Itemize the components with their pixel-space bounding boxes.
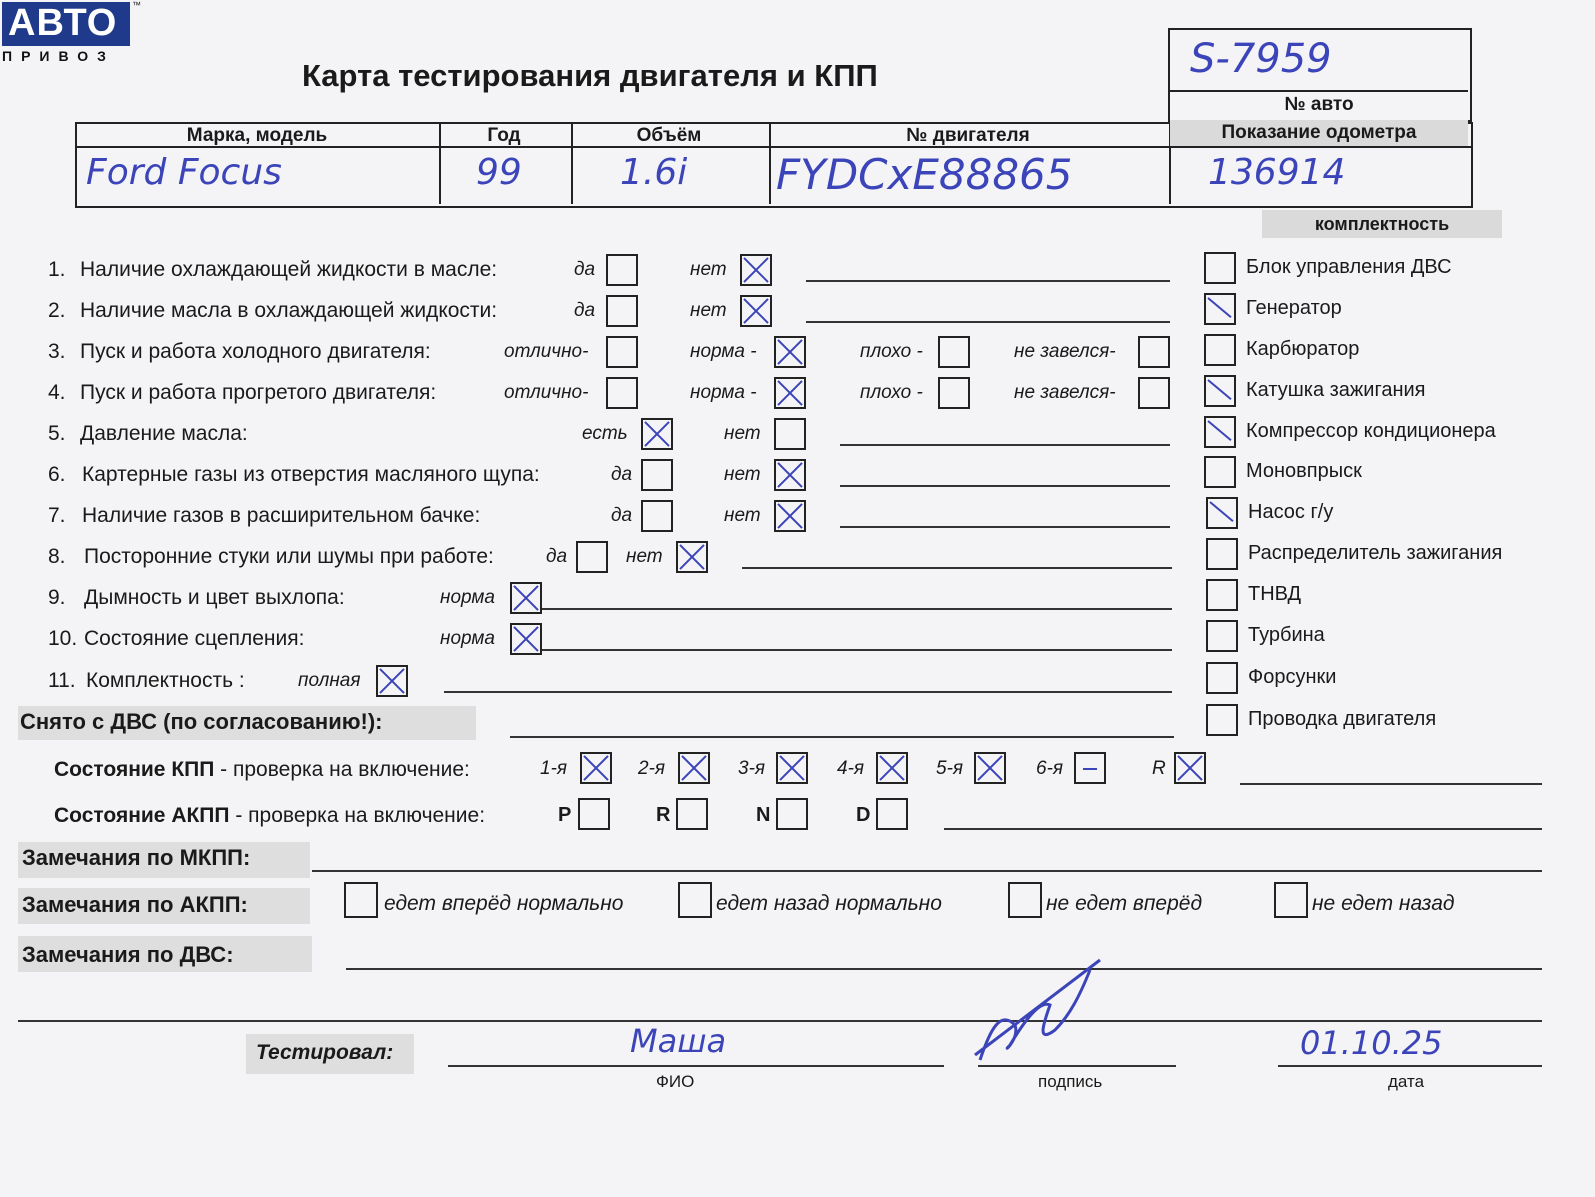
check-number: 9. [48,586,66,609]
option-label: да [611,505,633,526]
checkbox[interactable] [576,541,608,573]
gear-label: 4-я [837,758,865,779]
akpp-label: Состояние АКПП - проверка на включение: [54,804,486,827]
answer-line [840,485,1170,487]
check-number: 1. [48,258,66,281]
komplektnost-checkbox[interactable] [1204,375,1236,407]
check-label: Картерные газы из отверстия масляного щупа: [82,463,540,486]
gear-label: 5-я [936,758,964,779]
akpp-mode-checkbox[interactable] [676,798,708,830]
gear-label: 3-я [738,758,766,779]
checkbox[interactable] [774,500,806,532]
akpp-mode-label: D [856,804,871,826]
akpp-mode-checkbox[interactable] [578,798,610,830]
komplektnost-item: Распределитель зажигания [1248,542,1503,564]
option-label: норма [440,628,495,649]
checkbox[interactable] [938,377,970,409]
akpp-remark-label: не едет назад [1312,892,1455,915]
check-number: 3. [48,340,66,363]
car-number-divider [1168,90,1468,92]
komplektnost-checkbox[interactable] [1206,662,1238,694]
akpp-mode-checkbox[interactable] [776,798,808,830]
akpp-mode-checkbox[interactable] [876,798,908,830]
checkbox[interactable] [606,295,638,327]
komplektnost-item: Проводка двигателя [1248,708,1437,730]
header-volume: Объём [636,125,702,146]
checkbox[interactable] [938,336,970,368]
value-make-model: Ford Focus [86,152,282,193]
komplektnost-checkbox[interactable] [1204,334,1236,366]
komplektnost-checkbox[interactable] [1206,538,1238,570]
akpp-line [944,828,1542,830]
option-label: норма [440,587,495,608]
akpp-mode-label: N [756,804,771,826]
option-label: нет [724,464,761,485]
value-year: 99 [476,152,522,193]
option-label: есть [582,423,628,444]
gear-checkbox[interactable] [974,752,1006,784]
checkbox[interactable] [1138,377,1170,409]
komplektnost-checkbox[interactable] [1204,456,1236,488]
checkbox[interactable] [606,377,638,409]
header-year: Год [487,125,521,146]
mkpp-remarks-label: Замечания по МКПП: [22,845,251,870]
akpp-remark-label: едет назад нормально [716,892,942,915]
answer-line [840,444,1170,446]
gear-checkbox[interactable] [580,752,612,784]
removed-line [510,736,1174,738]
answer-line [806,321,1170,323]
komplektnost-item: Генератор [1246,297,1342,319]
checkbox[interactable] [774,336,806,368]
komplektnost-item: Компрессор кондиционера [1246,420,1496,442]
header-make-model: Марка, модель [186,125,328,146]
option-label: плохо - [860,382,923,403]
checkbox[interactable] [676,541,708,573]
tester-name: Маша [630,1022,727,1060]
signature-caption: подпись [1038,1072,1103,1091]
answer-line [806,280,1170,282]
value-odometer: 136914 [1208,152,1346,193]
checkbox[interactable] [641,459,673,491]
car-number-label: № авто [1284,94,1354,115]
check-label: Пуск и работа прогретого двигателя: [80,381,437,404]
kpp-line [1240,783,1542,785]
option-label: нет [724,505,761,526]
dvs-remarks-label: Замечания по ДВС: [22,942,234,967]
checkbox[interactable] [740,254,772,286]
akpp-remark-checkbox[interactable] [344,882,378,918]
check-number: 5. [48,422,66,445]
komplektnost-item: Турбина [1248,624,1325,646]
check-label: Дымность и цвет выхлопа: [84,586,345,609]
page-title: Карта тестирования двигателя и КПП [302,58,878,93]
gear-checkbox[interactable] [1174,752,1206,784]
check-label: Наличие масла в охлаждающей жидкости: [80,299,498,322]
logo-tm: ™ [132,0,141,10]
komplektnost-item: Катушка зажигания [1246,379,1426,401]
checkbox[interactable] [774,459,806,491]
checkbox[interactable] [641,500,673,532]
gear-checkbox[interactable] [876,752,908,784]
checkbox[interactable] [606,336,638,368]
check-label: Комплектность : [86,669,245,692]
checkbox[interactable] [774,377,806,409]
option-label: отлично- [504,382,589,403]
option-label: не завелся- [1014,341,1116,362]
checkbox[interactable] [740,295,772,327]
option-label: плохо - [860,341,923,362]
signature-mark [960,950,1110,1070]
akpp-mode-label: R [656,804,671,826]
akpp-remarks-label: Замечания по АКПП: [22,892,248,917]
value-engine-number: FYDCxE88865 [776,150,1073,199]
option-label: отлично- [504,341,589,362]
date-line [1278,1065,1542,1067]
akpp-mode-label: P [558,804,572,826]
option-label: нет [690,300,727,321]
answer-line [742,567,1172,569]
komplektnost-item: Моновпрыск [1246,460,1362,482]
extra-remarks-line [18,1020,1542,1022]
header-engine-number: № двигателя [906,125,1030,146]
option-label: нет [626,546,663,567]
komplektnost-checkbox[interactable] [1206,579,1238,611]
komplektnost-item: ТНВД [1248,583,1302,605]
akpp-remark-checkbox[interactable] [1008,882,1042,918]
logo-subtitle: ПРИВОЗ [2,48,115,64]
removed-label: Снято с ДВС (по согласованию!): [20,709,383,734]
check-number: 2. [48,299,66,322]
option-label: нет [724,423,761,444]
car-number-value: S-7959 [1190,36,1332,82]
dvs-remarks-line [346,968,1542,970]
akpp-remark-label: едет вперёд нормально [384,892,624,915]
akpp-remark-checkbox[interactable] [1274,882,1308,918]
answer-line [542,649,1172,651]
komplektnost-checkbox[interactable] [1206,620,1238,652]
checkbox[interactable] [510,582,542,614]
option-label: норма - [690,382,757,403]
checkbox[interactable] [1138,336,1170,368]
komplektnost-checkbox[interactable] [1206,704,1238,736]
mkpp-remarks-line [312,870,1542,872]
answer-line [444,691,1172,693]
answer-line [840,526,1170,528]
komplektnost-checkbox[interactable] [1204,252,1236,284]
check-label: Состояние сцепления: [84,627,305,650]
value-volume: 1.6i [620,152,688,193]
option-label: да [574,259,596,280]
gear-checkbox[interactable] [1074,752,1106,784]
checkbox[interactable] [376,665,408,697]
check-number: 7. [48,504,66,527]
gear-checkbox[interactable] [776,752,808,784]
check-label: Пуск и работа холодного двигателя: [80,340,431,363]
checkbox[interactable] [641,418,673,450]
option-label: да [546,546,568,567]
option-label: норма - [690,341,757,362]
check-number: 11. [48,669,76,692]
gear-checkbox[interactable] [678,752,710,784]
komplektnost-checkbox[interactable] [1204,416,1236,448]
date-caption: дата [1388,1072,1425,1091]
komplektnost-item: Карбюратор [1246,338,1360,360]
checkbox[interactable] [606,254,638,286]
option-label: да [611,464,633,485]
check-label: Давление масла: [80,422,248,445]
header-odometer: Показание одометра [1221,122,1417,143]
komplektnost-item: Насос г/у [1248,501,1334,523]
logo-name: АВТО [8,2,118,44]
check-label: Наличие газов в расширительном бачке: [82,504,481,527]
check-number: 8. [48,545,66,568]
option-label: нет [690,259,727,280]
gear-label: R [1152,758,1166,779]
checkbox[interactable] [510,623,542,655]
checkbox[interactable] [774,418,806,450]
akpp-remark-label: не едет вперёд [1046,892,1203,915]
gear-label: 2-я [638,758,666,779]
option-label: полная [298,670,361,691]
test-date: 01.10.25 [1300,1024,1443,1062]
komplektnost-title: комплектность [1262,210,1502,238]
check-number: 10. [48,627,78,650]
name-caption: ФИО [656,1072,695,1091]
gear-label: 6-я [1036,758,1064,779]
check-number: 6. [48,463,66,486]
name-line [448,1065,944,1067]
gear-label: 1-я [540,758,568,779]
tested-label: Тестировал: [256,1041,394,1064]
answer-line [542,608,1172,610]
kpp-label: Состояние КПП - проверка на включение: [54,758,470,781]
akpp-remark-checkbox[interactable] [678,882,712,918]
option-label: не завелся- [1014,382,1116,403]
check-label: Посторонние стуки или шумы при работе: [84,545,494,568]
komplektnost-item: Блок управления ДВС [1246,256,1452,278]
komplektnost-item: Форсунки [1248,666,1337,688]
check-number: 4. [48,381,66,404]
komplektnost-checkbox[interactable] [1204,293,1236,325]
option-label: да [574,300,596,321]
check-label: Наличие охлаждающей жидкости в масле: [80,258,498,281]
komplektnost-checkbox[interactable] [1206,497,1238,529]
